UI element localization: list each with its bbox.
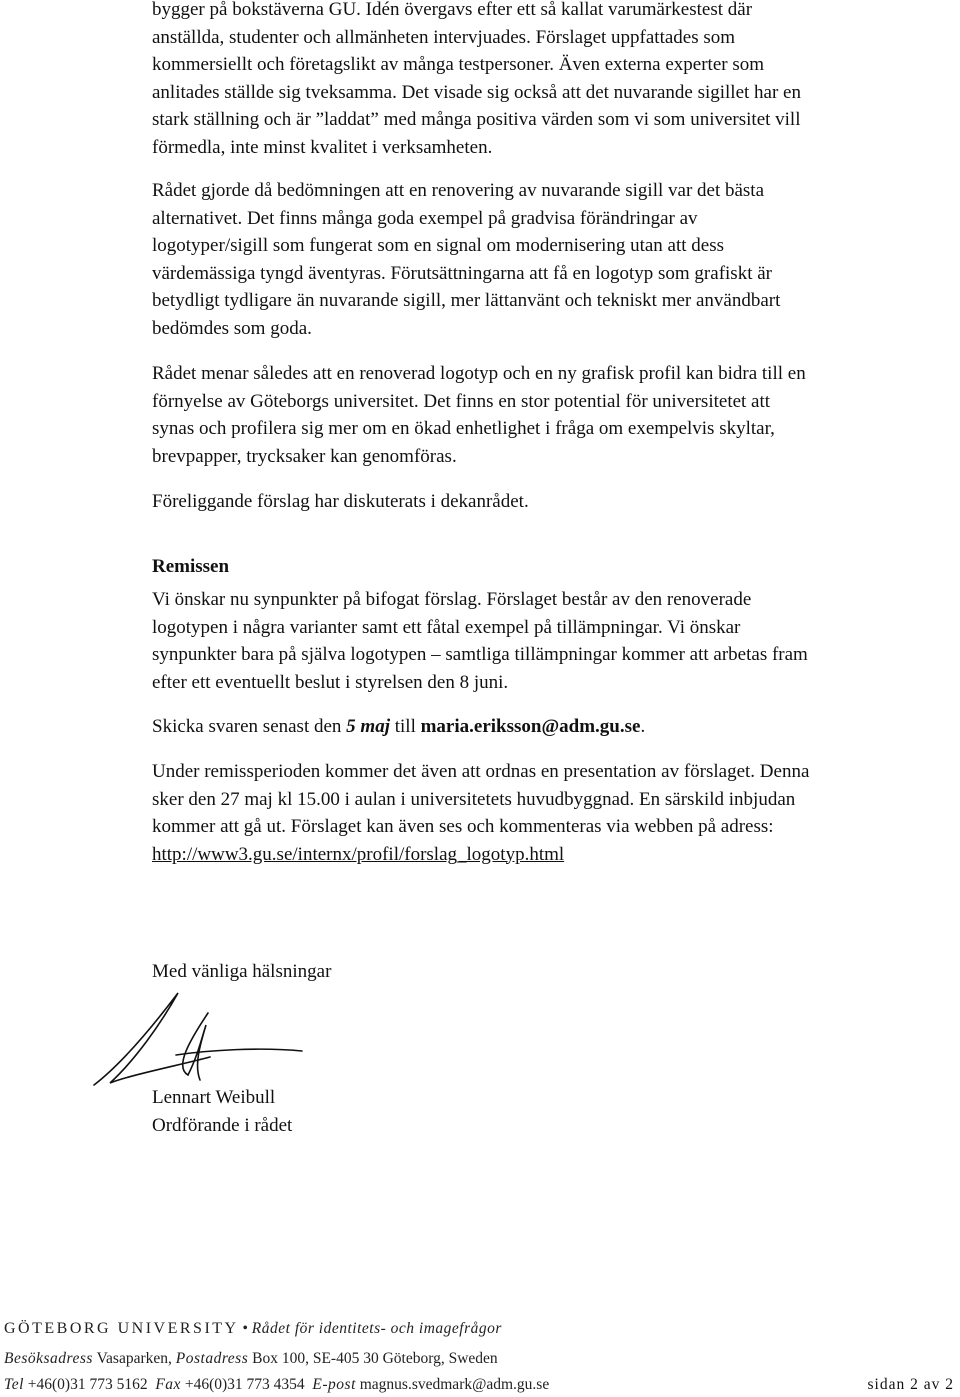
paragraph-dean-council: Föreliggande förslag har diskuterats i dekanrådet. [152,491,529,512]
paragraph-deadline [152,713,812,741]
paragraph-remiss: Vi önskar nu synpunkter på bifogat förslag. Förslaget består av den renoverade logotypen i några varianter samt ett fåtal exempel på tillämpningar. Vi önskar synpunkter bara på själva logotypen – samtliga tillämpningar kommer att arbetas fram efter ett eventuellt beslut i styrelsen den 8 juni. [152,589,808,693]
closing-greeting: Med vänliga hälsningar [152,961,332,982]
paragraph-assessment: Rådet gjorde då bedömningen att en renovering av nuvarande sigill var det bästa alternativet. Det finns många goda exempel på gradvisa förändringar av logotyper/sigill som fungerat som en signal om modernisering utan att dess värdemässiga tyngd äventyras. Förutsättningarna att få en logotyp som grafiskt är betydligt tydligare än nuvarande sigill, mer lättanvänt och tekniskt mer användbart bedömdes som goda. [152,180,781,339]
footer-address-line [4,1350,960,1368]
deadline-email[interactable]: maria.eriksson@adm.gu.se [420,716,641,737]
footer-visit-value: Vasaparken, [96,1350,172,1367]
deadline-prefix: Skicka svaren senast den [152,716,347,737]
footer-bullet: • [242,1320,248,1337]
paragraph-presentation [152,758,812,868]
footer-tel-value: +46(0)31 773 5162 [27,1376,148,1393]
footer-email-label: E-post [312,1376,356,1393]
section-heading-remiss: Remissen [152,556,230,577]
presentation-text: Under remissperioden kommer det även att ordnas en presentation av förslaget. Denna sker den 27 maj kl 15.00 i aulan i universitetets huvudbyggnad. En särskild inbjudan kommer att gå ut. Förslaget kan även ses och kommenteras via webben på adress: [152,761,810,837]
paragraph-council-view: Rådet menar således att en renoverad logotyp och en ny grafisk profil kan bidra till en förnyelse av Göteborgs universitet. Det finns en stor potential för universitetet att synas och profilera sig mer om en ökad enhetlighet i fråga om exempelvis skyltar, brevpapper, trycksaker kan genomföras. [152,363,806,467]
footer-email-value[interactable]: magnus.svedmark@adm.gu.se [359,1376,550,1393]
footer-visit-label: Besöksadress [4,1350,93,1367]
footer-fax-label: Fax [155,1376,181,1393]
signature-image [90,985,310,1095]
footer-postal-label: Postadress [175,1350,249,1367]
deadline-suffix: . [640,716,646,737]
footer-postal-value: Box 100, SE-405 30 Göteborg, Sweden [252,1350,498,1367]
signatory-role: Ordförande i rådet [152,1115,293,1136]
signatory-name: Lennart Weibull [152,1087,276,1108]
deadline-date: 5 maj [346,716,390,737]
page-number: sidan 2 av 2 [867,1376,954,1393]
deadline-mid: till [389,716,421,737]
paragraph-background: bygger på bokstäverna GU. Idén övergavs efter ett så kallat varumärkestest där anställda, studenter och allmänheten intervjuades. Förslaget uppfattades som kommersiellt och företagslikt av många testpersoner. Även externa experter som anlitades ställde sig tveksamma. Det visade sig också att det nuvarande sigillet har en stark ställning och är ”laddat” med många positiva värden som vi som universitet vill förmedla, inte minst kvalitet i verksamheten. [152,0,801,158]
footer-org-line [4,1320,960,1338]
footer-council: Rådet för identitets- och imagefrågor [251,1320,502,1337]
proposal-url-link[interactable]: http://www3.gu.se/internx/profil/forslag_logotyp.html [152,843,565,865]
footer-tel-label: Tel [4,1376,24,1393]
footer-org: GÖTEBORG UNIVERSITY [4,1320,239,1337]
footer-contact-line [4,1376,960,1394]
footer-fax-value: +46(0)31 773 4354 [184,1376,305,1393]
